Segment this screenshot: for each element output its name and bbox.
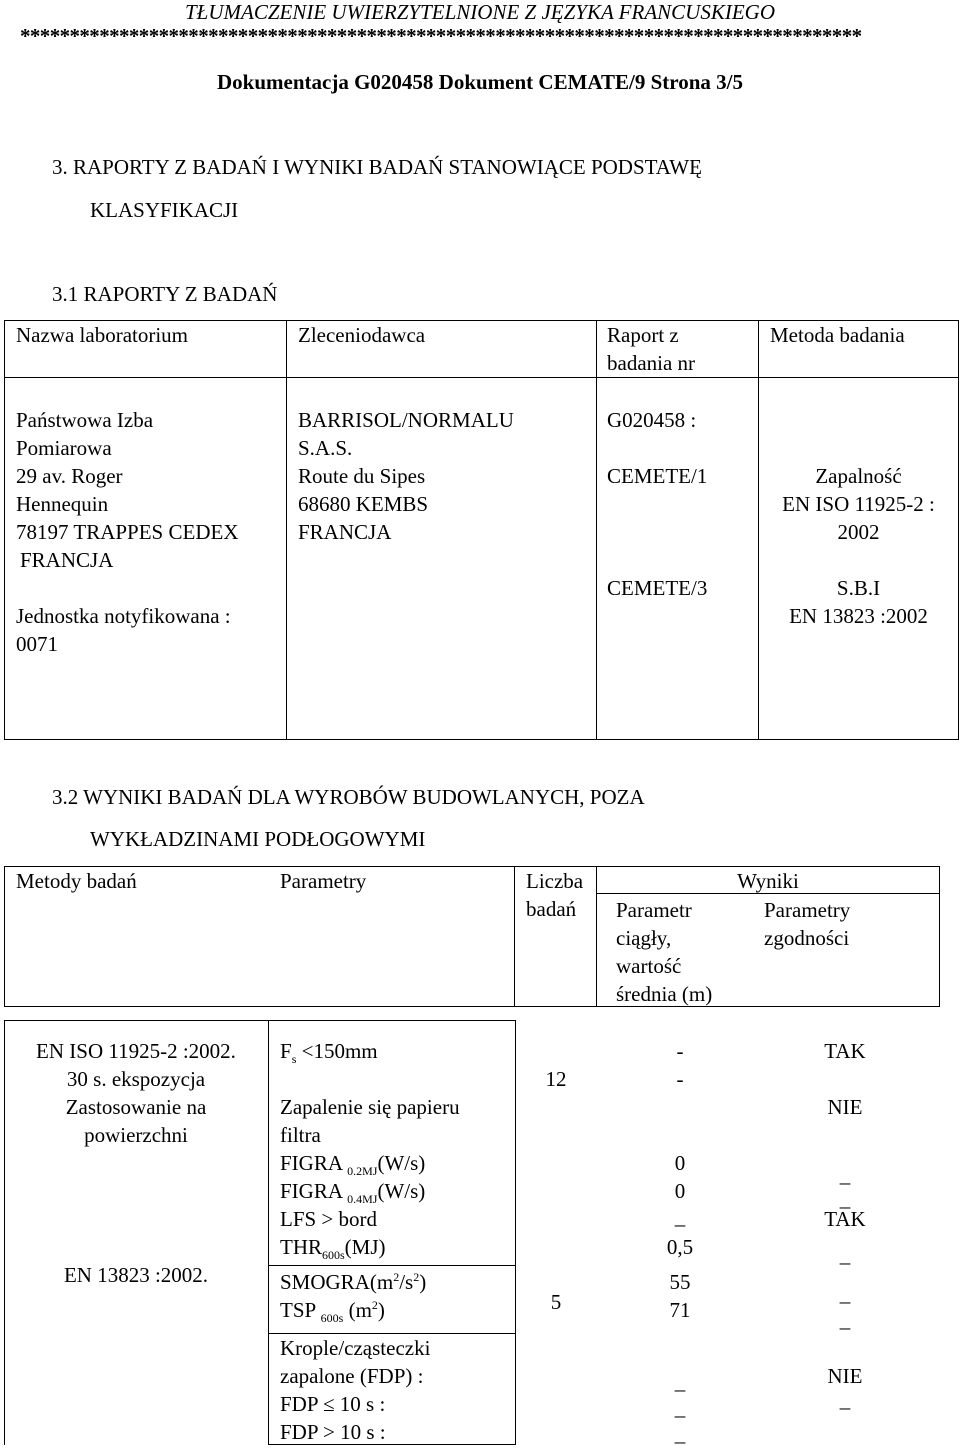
continuous-value: - [676, 1039, 684, 1063]
param-fdp-gt-10s: FDP > 10 s : [280, 1420, 386, 1444]
document-reference: Dokumentacja G020458 Dokument CEMATE/9 Strona 3/5 [217, 70, 743, 94]
lab-line: Hennequin [16, 492, 109, 516]
continuous-value: _ [674, 1396, 686, 1420]
header-test-count-line2: badań [526, 897, 577, 921]
method-line: S.B.I [836, 576, 881, 600]
section-3-2-heading-line1: 3.2 WYNIKI BADAŃ DLA WYROBÓW BUDOWLANYCH, POZA [52, 785, 645, 809]
section-3-heading-line1: 3. RAPORTY Z BADAŃ I WYNIKI BADAŃ STANOWIĄCE PODSTAWĘ [52, 155, 702, 179]
report-number: CEMETE/3 [607, 576, 708, 600]
param-thr: $THR_{600s}(MJ)$ [280, 1235, 386, 1263]
asterisk-separator: ************************************************************************************* [20, 24, 862, 48]
continuous-value: _ [674, 1370, 686, 1394]
param-drops-line2: zapalone (FDP) : [280, 1364, 424, 1388]
header-test-method: Metoda badania [770, 323, 905, 347]
test-count: 12 [545, 1067, 567, 1091]
header-parameters: Parametry [280, 869, 367, 893]
conformity-value: NIE [827, 1364, 863, 1388]
method-line: Zapalność [815, 464, 902, 488]
param-smogra: $SMOGRA(m^2/s^2)$ [280, 1270, 427, 1294]
param-fdp-le-10s: FDP ≤ 10 s : [280, 1392, 386, 1416]
header-results: Wyniki [737, 869, 799, 893]
param-drops-line1: Krople/cząsteczki [280, 1336, 431, 1360]
conformity-value: TAK [824, 1039, 866, 1063]
method-line: powierzchni [84, 1123, 188, 1147]
param-tsp: TSP $_{600s}$ $(m^2)$ [280, 1298, 385, 1326]
param-ignition-line2: filtra [280, 1123, 321, 1147]
method-line: EN 13823 :2002 [789, 604, 928, 628]
method-line: EN 13823 :2002. [63, 1263, 209, 1287]
header-conformity-line: Parametry [764, 898, 851, 922]
header-continuous-line: wartość [616, 954, 682, 978]
lab-line: FRANCJA [20, 548, 114, 572]
header-continuous-line: Parametr [616, 898, 692, 922]
conformity-value: NIE [827, 1095, 863, 1119]
header-test-count-line1: Liczba [526, 869, 584, 893]
param-figra-04: FIGRA $_{0.4MJ}$(W/s) [280, 1179, 426, 1207]
param-ignition-line1: Zapalenie się papieru [280, 1095, 460, 1119]
method-line: EN ISO 11925-2 :2002. [36, 1039, 236, 1063]
section-3-1-heading: 3.1 RAPORTY Z BADAŃ [52, 282, 278, 306]
lab-line: Państwowa Izba [16, 408, 154, 432]
header-test-methods: Metody badań [16, 869, 137, 893]
conformity-value: TAK [824, 1207, 866, 1231]
method-line: Zastosowanie na [65, 1095, 207, 1119]
certified-translation-title: TŁUMACZENIE UWIERZYTELNIONE Z JĘZYKA FRANCUSKIEGO [185, 0, 775, 24]
method-line: 30 s. ekspozycja [66, 1067, 206, 1091]
client-line: S.A.S. [298, 436, 353, 460]
conformity-value: _ [839, 1282, 851, 1306]
continuous-value: _ [674, 1422, 686, 1446]
client-line: Route du Sipes [298, 464, 426, 488]
client-line: 68680 KEMBS [298, 492, 429, 516]
header-lab-name: Nazwa laboratorium [16, 323, 189, 347]
method-line: EN ISO 11925-2 : [782, 492, 935, 516]
header-report-no-line2: badania nr [607, 351, 696, 375]
continuous-value: - [676, 1067, 684, 1091]
continuous-value: 0 [674, 1179, 686, 1203]
conformity-value: _ [839, 1243, 851, 1267]
conformity-value: _ [839, 1187, 851, 1211]
conformity-value: _ [839, 1163, 851, 1187]
continuous-value: 55 [669, 1270, 691, 1294]
report-number: G020458 : [607, 408, 697, 432]
continuous-value: 0 [674, 1151, 686, 1175]
conformity-value: _ [839, 1388, 851, 1412]
param-lfs: LFS > bord [280, 1207, 378, 1231]
client-line: FRANCJA [298, 520, 392, 544]
header-continuous-line: średnia (m) [616, 982, 713, 1006]
continuous-value: 0,5 [666, 1235, 694, 1259]
lab-line: 78197 TRAPPES CEDEX [16, 520, 239, 544]
header-client: Zleceniodawca [298, 323, 426, 347]
method-line: 2002 [837, 520, 880, 544]
section-3-heading-line2: KLASYFIKACJI [90, 198, 239, 222]
lab-line: Pomiarowa [16, 436, 112, 460]
test-count: 5 [550, 1290, 562, 1314]
param-figra-02: FIGRA $_{0.2MJ}$(W/s) [280, 1151, 426, 1179]
param-fs: $F_s <150mm$ [280, 1039, 378, 1067]
client-line: BARRISOL/NORMALU [298, 408, 514, 432]
continuous-value: 71 [669, 1298, 691, 1322]
header-conformity-line: zgodności [764, 926, 850, 950]
notified-body-label: Jednostka notyfikowana : [16, 604, 231, 628]
notified-body-number: 0071 [16, 632, 58, 656]
report-number: CEMETE/1 [607, 464, 708, 488]
continuous-value: _ [674, 1205, 686, 1229]
header-continuous-line: ciągły, [616, 926, 672, 950]
conformity-value: _ [839, 1308, 851, 1332]
lab-line: 29 av. Roger [16, 464, 123, 488]
header-report-no-line1: Raport z [607, 323, 679, 347]
section-3-2-heading-line2: WYKŁADZINAMI PODŁOGOWYMI [90, 827, 426, 851]
